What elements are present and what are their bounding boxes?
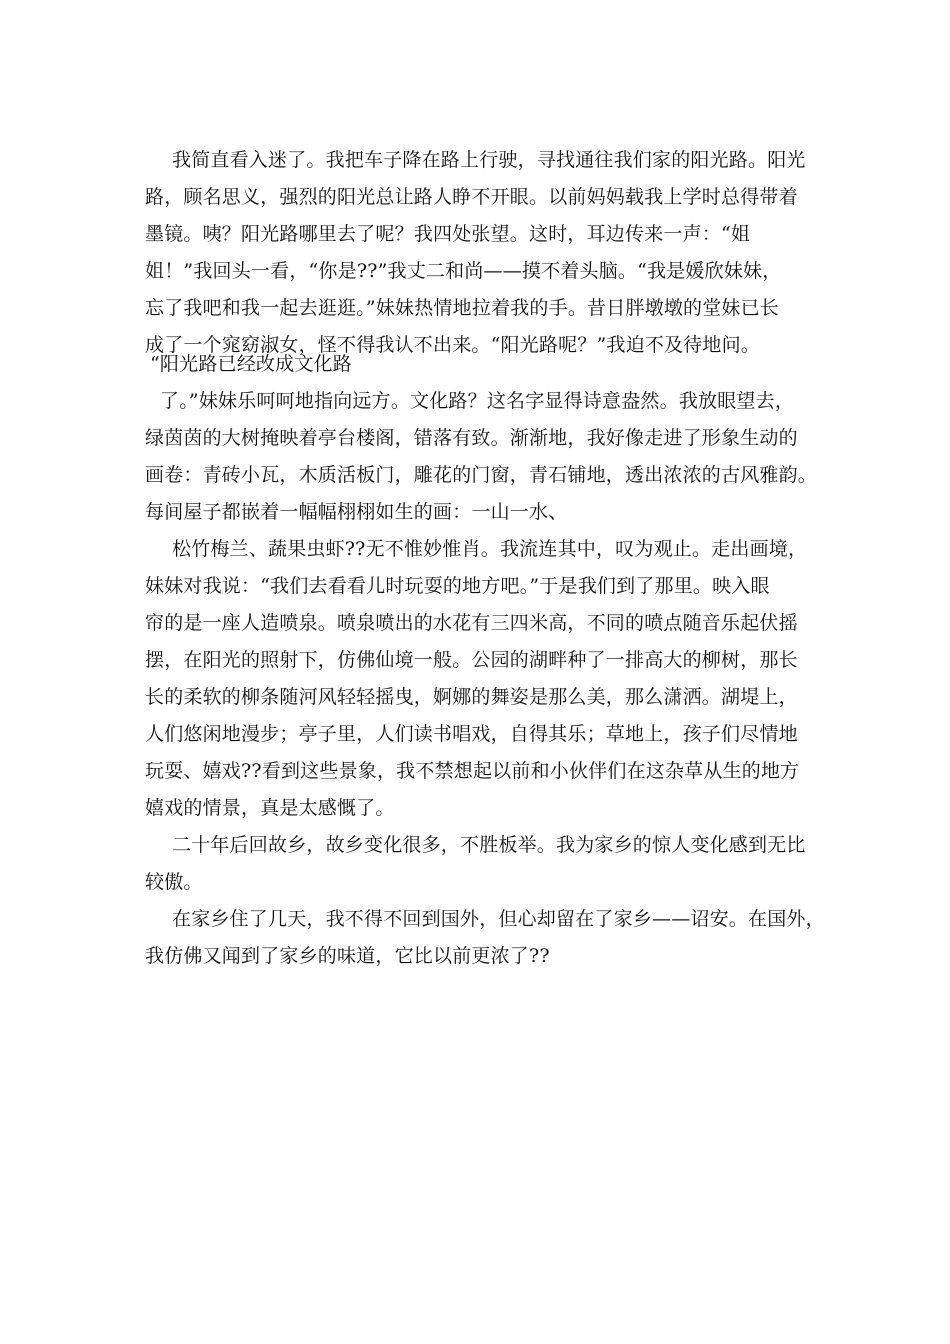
text-line: 画卷：青砖小瓦，木质活板门，雕花的门窗，青石铺地，透出浓浓的古风雅韵。 <box>145 464 818 486</box>
text-line: 妹妹对我说：“我们去看看儿时玩耍的地方吧。”于是我们到了那里。映入眼 <box>145 575 770 597</box>
text-line: 帘的是一座人造喷泉。喷泉喷出的水花有三四米高，不同的喷点随音乐起伏摇 <box>145 612 798 634</box>
text-line: 二十年后回故乡，故乡变化很多，不胜板举。我为家乡的惊人变化感到无比 <box>172 834 806 856</box>
text-line: 摆，在阳光的照射下，仿佛仙境一般。公园的湖畔种了一排高大的柳树，那长 <box>145 649 798 671</box>
text-line: “阳光路已经改成文化路 <box>150 353 352 375</box>
text-line: 成了一个窕窈淑女，怪不得我认不出来。“阳光路呢？”我迫不及待地问。 <box>145 334 761 356</box>
text-line: 嬉戏的情景，真是太感慨了。 <box>145 797 395 819</box>
text-line: 路，顾名思义，强烈的阳光总让路人睁不开眼。以前妈妈载我上学时总得带着 <box>145 186 798 208</box>
text-line: 绿茵茵的大树掩映着亭台楼阁，错落有致。渐渐地，我好像走进了形象生动的 <box>145 427 798 449</box>
text-line: 在家乡住了几天，我不得不回到国外，但心却留在了家乡——诏安。在国外， <box>172 908 825 930</box>
text-line: 玩耍、嬉戏??看到这些景象，我不禁想起以前和小伙伴们在这杂草从生的地方 <box>145 760 800 782</box>
text-line: 松竹梅兰、蔬果虫虾??无不惟妙惟肖。我流连其中，叹为观止。走出画境， <box>172 538 808 560</box>
text-line: 我简直看入迷了。我把车子降在路上行驶，寻找通往我们家的阳光路。阳光 <box>172 149 806 171</box>
text-line: 我仿佛又闻到了家乡的味道，它比以前更浓了?? <box>145 945 550 967</box>
text-line: 姐！”我回头一看，“你是??”我丈二和尚——摸不着头脑。“我是媛欣妹妹， <box>145 260 782 282</box>
text-line: 长的柔软的柳条随河风轻轻摇曳，婀娜的舞姿是那么美，那么潇洒。湖堤上， <box>145 686 798 708</box>
text-line: 人们悠闲地漫步；亭子里，人们读书唱戏，自得其乐；草地上，孩子们尽情地 <box>145 723 798 745</box>
text-line: 忘了我吧和我一起去逛逛。”妹妹热情地拉着我的手。昔日胖墩墩的堂妹已长 <box>145 297 780 319</box>
text-line: 了。”妹妹乐呵呵地指向远方。文化路？这名字显得诗意盎然。我放眼望去， <box>160 390 795 412</box>
text-line: 每间屋子都嵌着一幅幅栩栩如生的画：一山一水、 <box>145 501 568 523</box>
text-line: 较傲。 <box>145 871 203 893</box>
text-line: 墨镜。咦？阳光路哪里去了呢？我四处张望。这时，耳边传来一声：“姐 <box>145 223 751 245</box>
